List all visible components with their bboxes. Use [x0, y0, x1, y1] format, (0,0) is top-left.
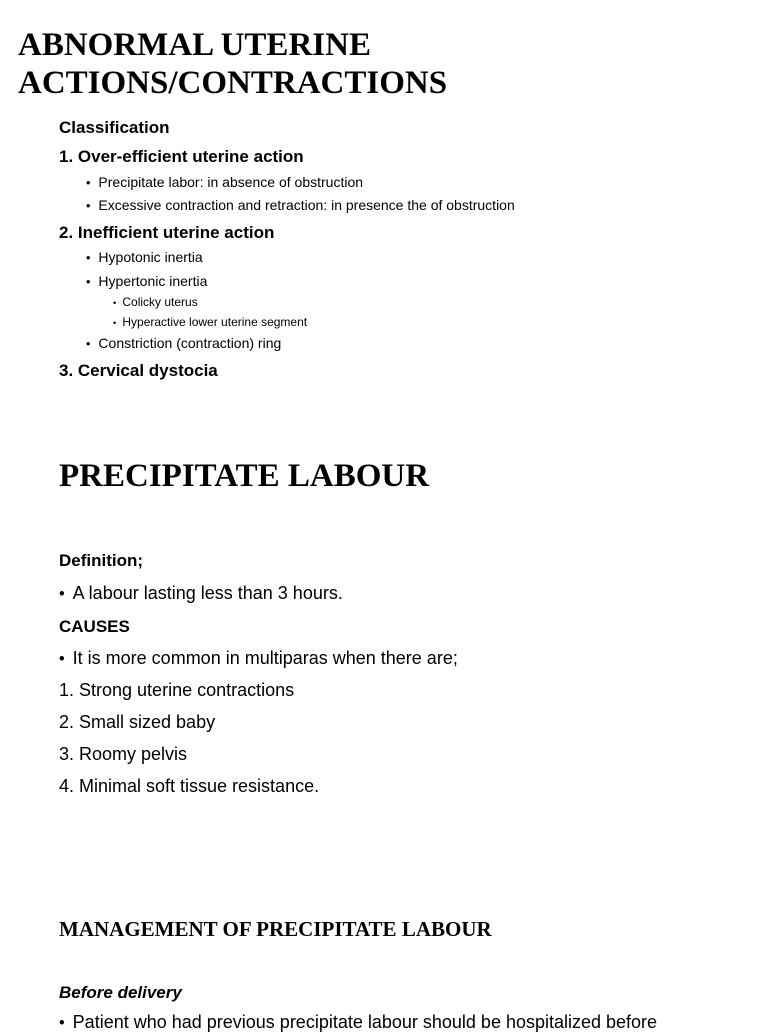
list-item-text: Hypertonic inertia: [98, 273, 208, 289]
list-item: 4. Minimal soft tissue resistance.: [59, 776, 320, 796]
bullet-glyph: •: [59, 585, 65, 603]
causes-label: CAUSES: [59, 617, 130, 636]
before-delivery-subheading: Before delivery: [59, 983, 182, 1002]
bullet-glyph: •: [113, 318, 117, 329]
item1-heading: 1. Over-efficient uterine action: [59, 147, 304, 166]
bullet-glyph: •: [86, 199, 91, 213]
list-item-text: Hyperactive lower uterine segment: [122, 315, 308, 329]
section3-title: MANAGEMENT OF PRECIPITATE LABOUR: [59, 917, 492, 941]
definition-bullet: [59, 583, 343, 604]
item2-heading: 2. Inefficient uterine action: [59, 223, 275, 242]
list-item-text: Excessive contraction and retraction: in presence the of obstruction: [98, 197, 515, 213]
list-item: [86, 335, 281, 351]
bullet-glyph: •: [59, 650, 65, 668]
section1-title-line1: ABNORMAL UTERINE: [18, 27, 371, 63]
list-item: 3. Roomy pelvis: [59, 744, 188, 764]
list-item: 1. Strong uterine contractions: [59, 680, 295, 700]
sub-list-item: [113, 295, 198, 309]
bullet-glyph: •: [59, 1014, 65, 1032]
section1-title-line2: ACTIONS/CONTRACTIONS: [18, 65, 448, 101]
bullet-glyph: •: [86, 275, 91, 289]
bullet-glyph: •: [86, 251, 91, 265]
section2-title: PRECIPITATE LABOUR: [59, 458, 430, 494]
list-item-text: Precipitate labor: in absence of obstruction: [98, 174, 364, 190]
list-item-text: Patient who had previous precipitate labour should be hospitalized before: [72, 1012, 658, 1032]
list-item: [86, 249, 203, 265]
bullet-glyph: •: [86, 337, 91, 351]
bullet-glyph: •: [86, 176, 91, 190]
list-item-text: A labour lasting less than 3 hours.: [72, 583, 343, 603]
causes-intro: [59, 648, 458, 669]
list-item-text: Constriction (contraction) ring: [98, 335, 282, 351]
sub-list-item: [113, 315, 307, 329]
item3-heading: 3. Cervical dystocia: [59, 361, 218, 380]
section1-title: [18, 26, 447, 102]
list-item-text: Colicky uterus: [122, 295, 198, 309]
list-item: [86, 197, 515, 213]
list-item: [86, 174, 363, 190]
management-bullet: [59, 1012, 657, 1033]
classification-label: Classification: [59, 118, 170, 137]
list-item-text: Hypotonic inertia: [98, 249, 203, 265]
list-item-text: It is more common in multiparas when there are;: [72, 648, 458, 668]
list-item: [86, 273, 207, 289]
bullet-glyph: •: [113, 298, 117, 309]
list-item: 2. Small sized baby: [59, 712, 216, 732]
definition-label: Definition;: [59, 551, 144, 570]
